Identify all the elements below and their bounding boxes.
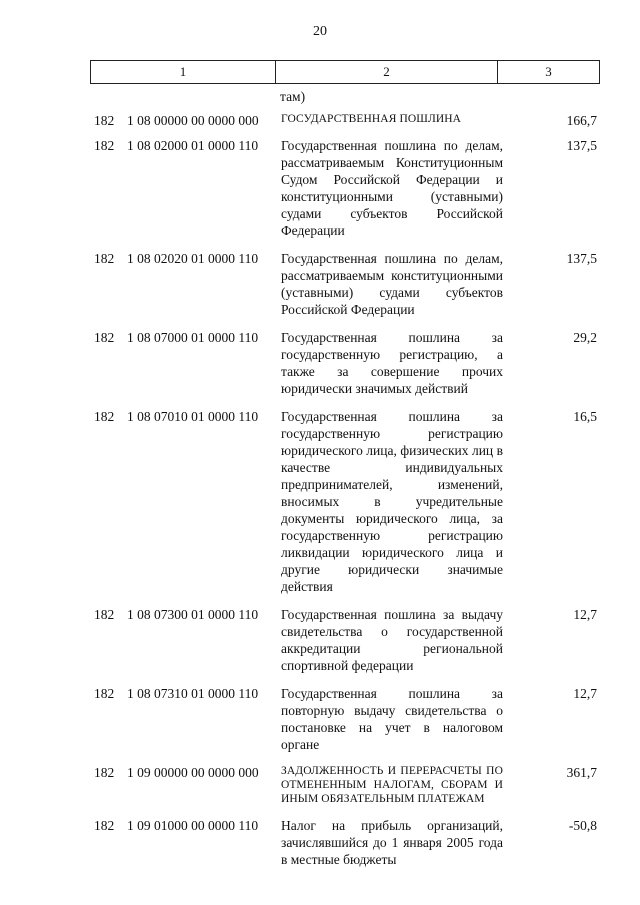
- admin-code: 182: [94, 138, 115, 153]
- header-col-1: 1: [91, 61, 276, 83]
- revenue-name: ГОСУДАРСТВЕННАЯ ПОШЛИНА: [281, 113, 462, 125]
- revenue-name: Государственная пошлина по делам, рассматриваемым Конституционным Судом Российской Федерации и конституционными (уставными) судами субъектов Российской Федерации: [281, 138, 503, 238]
- budget-classification-code: 1 08 07300 01 0000 110: [127, 607, 259, 622]
- admin-code: 182: [94, 251, 115, 266]
- revenue-name: Государственная пошлина по делам, рассматриваемым конституционными (уставными) судами субъектов Российской Федерации: [281, 251, 503, 317]
- revenue-name: Государственная пошлина за государственную регистрацию юридического лица, физических лиц в качестве индивидуальных предпринимателей, изменений, вносимых в учредительные документы юридического лица, за государственную регистрацию ликвидации юридического лица и другие юридически значимые действия: [281, 409, 503, 594]
- budget-classification-code: 1 09 00000 00 0000 000: [127, 765, 259, 780]
- admin-code: 182: [94, 686, 115, 701]
- amount: 12,7: [573, 607, 597, 622]
- amount: 166,7: [566, 113, 597, 128]
- page-number: 20: [313, 24, 327, 39]
- table-row: [0, 329, 640, 397]
- table-row: [0, 764, 640, 806]
- budget-classification-code: 1 08 07000 01 0000 110: [127, 330, 259, 345]
- revenue-name: Государственная пошлина за выдачу свидетельства о государственной аккредитации региональной спортивной федерации: [281, 607, 503, 673]
- budget-classification-code: 1 08 02020 01 0000 110: [127, 251, 259, 266]
- table-header: [90, 60, 600, 84]
- amount: -50,8: [568, 818, 597, 833]
- budget-classification-code: 1 08 02000 01 0000 110: [127, 138, 259, 153]
- table-row: [0, 606, 640, 674]
- amount: 361,7: [566, 765, 597, 780]
- table-row: [0, 250, 640, 318]
- amount: 16,5: [573, 409, 597, 424]
- amount: 12,7: [573, 686, 597, 701]
- budget-classification-code: 1 09 01000 00 0000 110: [127, 818, 259, 833]
- revenue-name: Налог на прибыль организаций, зачислявшийся до 1 января 2005 года в местные бюджеты: [281, 818, 503, 867]
- table-row: [0, 685, 640, 753]
- budget-classification-code: 1 08 00000 00 0000 000: [127, 113, 259, 128]
- admin-code: 182: [94, 818, 115, 833]
- revenue-name: ЗАДОЛЖЕННОСТЬ И ПЕРЕРАСЧЕТЫ ПО ОТМЕНЕННЫМ НАЛОГАМ, СБОРАМ И ИНЫМ ОБЯЗАТЕЛЬНЫМ ПЛАТЕЖАМ: [281, 765, 503, 805]
- admin-code: 182: [94, 765, 115, 780]
- continuation-text: там): [280, 89, 306, 104]
- admin-code: 182: [94, 607, 115, 622]
- table-row: [0, 112, 640, 126]
- budget-classification-code: 1 08 07010 01 0000 110: [127, 409, 259, 424]
- header-col-2: 2: [276, 61, 498, 83]
- admin-code: 182: [94, 113, 115, 128]
- table-row: [0, 817, 640, 868]
- budget-classification-code: 1 08 07310 01 0000 110: [127, 686, 259, 701]
- header-col-3: 3: [545, 64, 552, 79]
- admin-code: 182: [94, 330, 115, 345]
- table-body: [0, 112, 640, 879]
- table-row: [0, 137, 640, 239]
- admin-code: 182: [94, 409, 115, 424]
- table-row: [0, 408, 640, 595]
- revenue-name: Государственная пошлина за повторную выдачу свидетельства о постановке на учет в налоговом органе: [281, 686, 503, 752]
- amount: 29,2: [573, 330, 597, 345]
- amount: 137,5: [566, 251, 597, 266]
- revenue-name: Государственная пошлина за государственную регистрацию, а также за совершение прочих юридически значимых действий: [281, 330, 503, 396]
- amount: 137,5: [566, 138, 597, 153]
